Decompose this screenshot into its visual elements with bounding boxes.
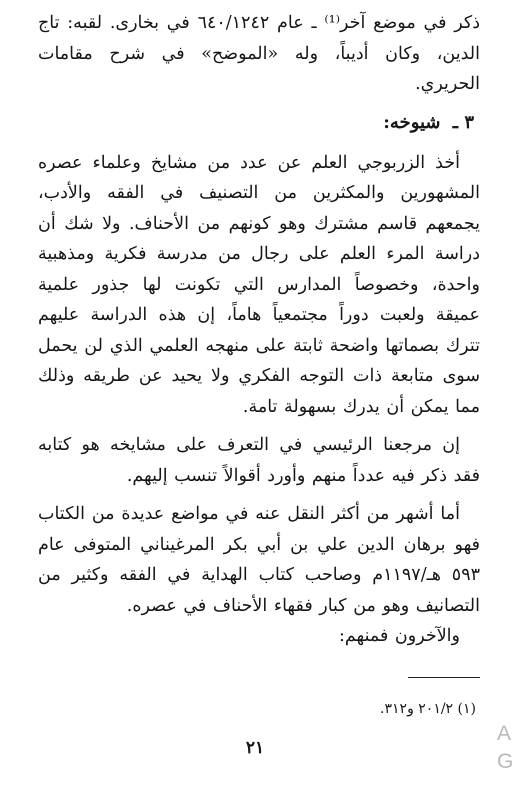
- page-number: ٢١: [245, 738, 265, 758]
- others-intro-line: والآخرون فمنهم:: [338, 626, 460, 646]
- cut-off-edge-text: [497, 720, 513, 776]
- section-title: شيوخه:: [383, 111, 441, 133]
- intro-paragraph: ذكر في موضع آخر⁽¹⁾ ـ عام ٦٤٠/١٢٤٢ في بخارى. لقبه: تاج الدين، وكان أديباً، وله «الموضح» في شرح مقامات الحريري.: [38, 13, 480, 94]
- section-number: ٣ ـ: [452, 111, 474, 133]
- footnote: (١) ٢٠١/٢ و٣١٢.: [380, 701, 476, 717]
- teachers-paragraph: أخذ الزربوجي العلم عن عدد من مشايخ وعلماء عصره المشهورين والمكثرين من التصنيف في الفقه والأدب، يجمعهم قاسم مشترك وهو كونهم من الأحناف. ولا شك أن دراسة المرء العلم على رجال من مدرسة فكرية ومذهبية واحدة، وخصوصاً المدارس التي تكونت لها جذور علمية عميقة ولعبت دوراً مجتمعياً هاماً، إن هذه الدراسة عليهم تترك بصماتها واضحة ثابتة على منهجه العلمي الذي لن يحمل سوى متابعة ذات التوجه الفكري ولا يحيد عن طريقه وذلك مما يمكن أن يدرك بسهولة تامة.: [38, 152, 480, 417]
- most-famous-teacher-paragraph: أما أشهر من أكثر النقل عنه في مواضع عديدة من الكتاب فهو برهان الدين علي بن أبي بكر المرغيناني المتوفى عام ٥٩٣ هـ/١١٩٧م وصاحب كتاب الهداية في الفقه وكثير من التصانيف وهو من كبار فقهاء الأحناف في عصره.: [38, 504, 480, 616]
- edge-letter-g: G: [497, 750, 513, 773]
- footnote-separator: [408, 677, 480, 678]
- body-text: [38, 8, 480, 652]
- main-reference-paragraph: إن مرجعنا الرئيسي في التعرف على مشايخه هو كتابه فقد ذكر فيه عدداً منهم وأورد أقوالاً تنسب إليهم.: [38, 435, 480, 486]
- section-heading: [38, 108, 480, 138]
- edge-letter-a: A: [497, 722, 512, 745]
